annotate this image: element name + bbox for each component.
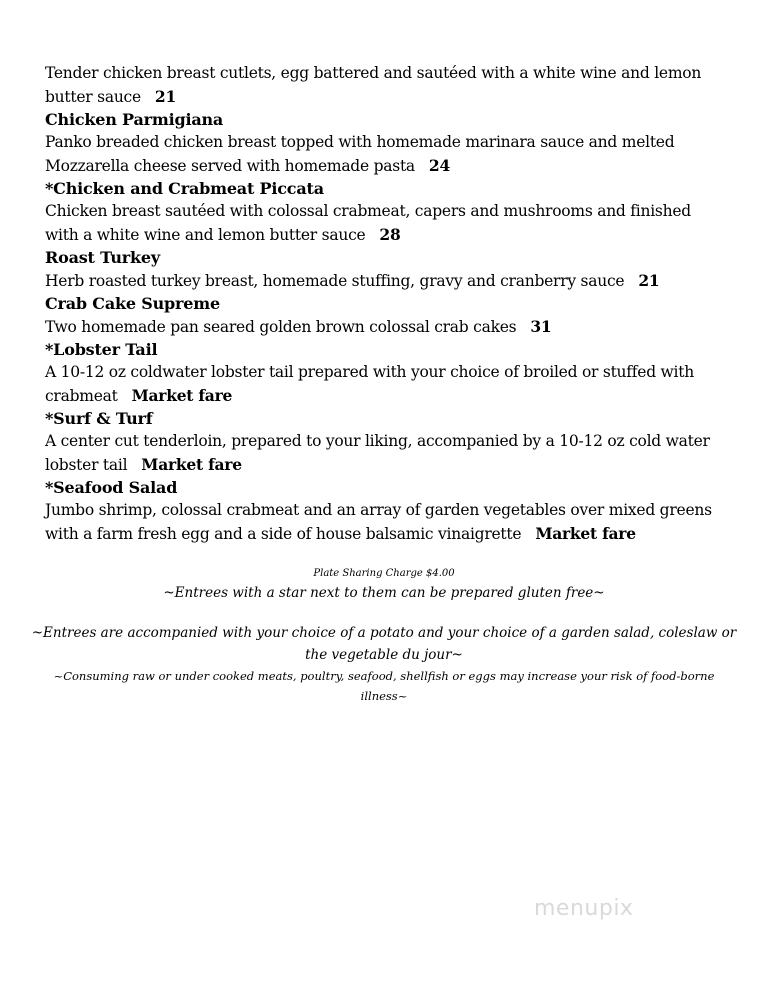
item-name: Crab Cake Supreme: [45, 294, 220, 313]
item-price: Market fare: [535, 524, 636, 543]
item-price: Market fare: [131, 386, 233, 405]
item-name: *Surf & Turf: [45, 409, 153, 428]
item-name: *Lobster Tail: [45, 340, 158, 359]
menu-item-chicken-parmigiana: [45, 109, 725, 178]
item-description: Jumbo shrimp, colossal crabmeat and an array of garden vegetables over mixed greens with a farm fresh egg and a side of house balsamic vinaigrette Market fare: [45, 501, 712, 543]
watermark-logo: menupix: [534, 896, 634, 921]
menu-item-seafood-salad: [45, 477, 725, 546]
item-price: 28: [379, 225, 401, 244]
menu-item-roast-turkey: [45, 247, 725, 293]
consumer-advisory-note: ~Consuming raw or under cooked meats, poultry, seafood, shellfish or eggs may increase your risk of food-borne illness~: [53, 669, 715, 703]
item-price: 21: [638, 271, 660, 290]
accompaniments-note: ~Entrees are accompanied with your choice of a potato and your choice of a garden salad, coleslaw or the vegetable du jour~: [31, 625, 737, 663]
item-name: *Chicken and Crabmeat Piccata: [45, 179, 324, 198]
menu-item-chicken-crabmeat-piccata: [45, 178, 725, 247]
menu-item-surf-and-turf: [45, 408, 725, 477]
item-name: Roast Turkey: [45, 248, 160, 267]
menu-notes: [30, 566, 738, 706]
item-price: 21: [154, 87, 176, 106]
menu-item-lobster-tail: [45, 339, 725, 408]
menu-entrees: [45, 62, 725, 546]
item-description: A center cut tenderloin, prepared to your liking, accompanied by a 10-12 oz cold water lobster tail Market fare: [45, 432, 710, 474]
gluten-free-note: ~Entrees with a star next to them can be prepared gluten free~: [163, 585, 605, 601]
item-description: Chicken breast sautéed with colossal crabmeat, capers and mushrooms and finished with a white wine and lemon butter sauce 28: [45, 202, 691, 244]
item-name: Chicken Parmigiana: [45, 110, 224, 129]
item-description: A 10-12 oz coldwater lobster tail prepared with your choice of broiled or stuffed with crabmeat Market fare: [45, 363, 694, 405]
item-description: Panko breaded chicken breast topped with homemade marinara sauce and melted Mozzarella cheese served with homemade pasta 24: [45, 133, 675, 175]
item-description: Two homemade pan seared golden brown colossal crab cakes 31: [45, 317, 552, 336]
menu-item-crab-cake-supreme: [45, 293, 725, 339]
item-description: Tender chicken breast cutlets, egg battered and sautéed with a white wine and lemon butter sauce 21: [45, 64, 702, 106]
item-description: Herb roasted turkey breast, homemade stuffing, gravy and cranberry sauce 21: [45, 271, 660, 290]
item-price: 24: [428, 156, 450, 175]
menu-item-chicken-francaise: [45, 62, 725, 109]
item-price: 31: [530, 317, 552, 336]
item-price: Market fare: [141, 455, 242, 474]
item-name: *Seafood Salad: [45, 478, 178, 497]
plate-sharing-note: Plate Sharing Charge $4.00: [313, 568, 455, 579]
